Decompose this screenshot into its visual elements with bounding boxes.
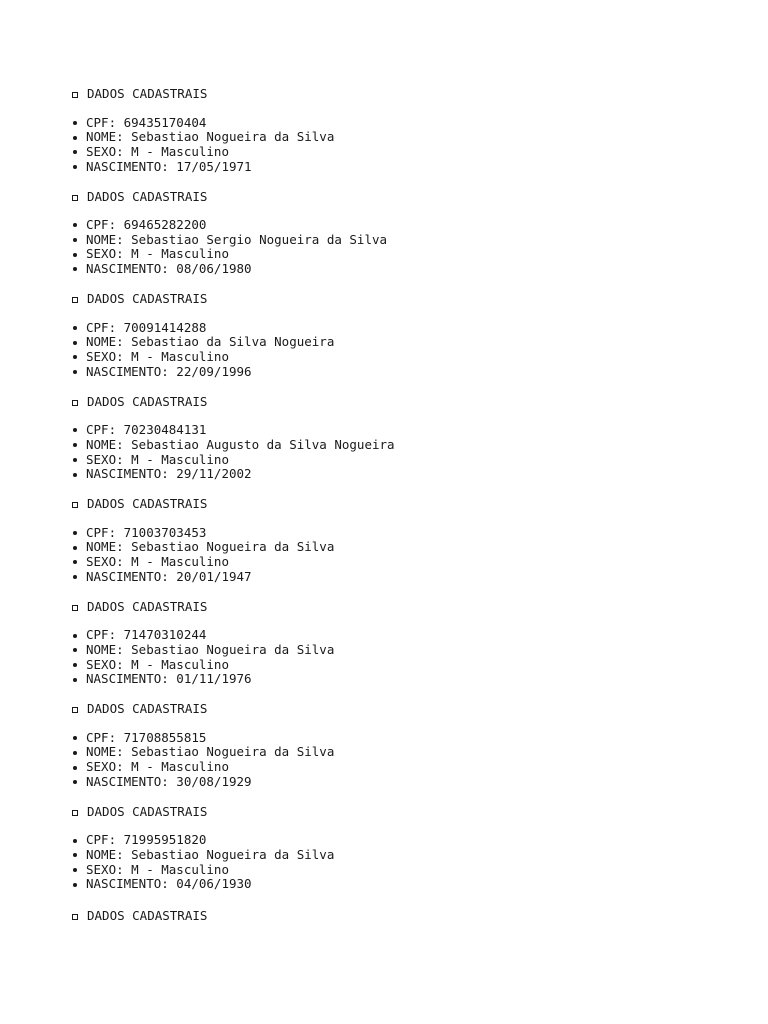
- square-bullet-icon: [72, 707, 78, 713]
- list-item: [70, 160, 395, 175]
- square-bullet-icon: [72, 297, 78, 303]
- bullet-icon: [73, 560, 77, 564]
- bullet-icon: [73, 575, 77, 579]
- nascimento-value: NASCIMENTO: 29/11/2002: [86, 466, 252, 482]
- cpf-value: CPF: 71708855815: [86, 729, 207, 745]
- field-list: [70, 628, 395, 687]
- cpf-value: CPF: 71003703453: [86, 524, 207, 540]
- list-item: [70, 247, 395, 262]
- nascimento-value: NASCIMENTO: 30/08/1929: [86, 773, 252, 789]
- sexo-value: SEXO: M - Masculino: [86, 759, 229, 775]
- bullet-icon: [73, 648, 77, 652]
- bullet-icon: [73, 663, 77, 667]
- list-item: [70, 218, 395, 233]
- square-bullet-icon: [72, 914, 78, 920]
- section-title: DADOS CADASTRAIS: [87, 496, 208, 512]
- bullet-icon: [73, 531, 77, 535]
- section-header: [70, 701, 395, 717]
- field-list: [70, 526, 395, 585]
- list-item: [70, 745, 395, 760]
- nome-value: NOME: Sebastiao Augusto da Silva Nogueira: [86, 436, 395, 452]
- list-item: [70, 467, 395, 482]
- bullet-icon: [73, 165, 77, 169]
- nome-value: NOME: Sebastiao Nogueira da Silva: [86, 641, 335, 657]
- bullet-icon: [73, 853, 77, 857]
- bullet-icon: [73, 678, 77, 682]
- field-list: [70, 116, 395, 175]
- section-title: DADOS CADASTRAIS: [87, 803, 208, 819]
- section-header: [70, 291, 395, 307]
- record-block: [70, 189, 395, 277]
- list-item: [70, 760, 395, 775]
- list-item: [70, 365, 395, 380]
- field-list: [70, 321, 395, 380]
- field-list: [70, 731, 395, 790]
- nascimento-value: NASCIMENTO: 22/09/1996: [86, 363, 252, 379]
- square-bullet-icon: [72, 195, 78, 201]
- section-title: DADOS CADASTRAIS: [87, 291, 208, 307]
- bullet-icon: [73, 150, 77, 154]
- section-header: [70, 804, 395, 820]
- sexo-value: SEXO: M - Masculino: [86, 348, 229, 364]
- section-title: DADOS CADASTRAIS: [87, 188, 208, 204]
- bullet-icon: [73, 428, 77, 432]
- bullet-icon: [73, 883, 77, 887]
- nascimento-value: NASCIMENTO: 17/05/1971: [86, 158, 252, 174]
- cpf-value: CPF: 69465282200: [86, 217, 207, 233]
- list-item: [70, 350, 395, 365]
- sexo-value: SEXO: M - Masculino: [86, 554, 229, 570]
- list-item: [70, 643, 395, 658]
- list-item: [70, 145, 395, 160]
- record-block: [70, 599, 395, 687]
- cpf-value: CPF: 71470310244: [86, 627, 207, 643]
- nome-value: NOME: Sebastiao Nogueira da Silva: [86, 129, 335, 145]
- record-block: [70, 701, 395, 789]
- nascimento-value: NASCIMENTO: 08/06/1980: [86, 261, 252, 277]
- bullet-icon: [73, 766, 77, 770]
- list-item: [70, 116, 395, 131]
- section-title: DADOS CADASTRAIS: [87, 701, 208, 717]
- list-item: [70, 658, 395, 673]
- list-item: [70, 672, 395, 687]
- list-item: [70, 335, 395, 350]
- bullet-icon: [73, 355, 77, 359]
- record-block: [70, 804, 395, 892]
- square-bullet-icon: [72, 92, 78, 98]
- list-item: [70, 233, 395, 248]
- section-header: [70, 599, 395, 615]
- square-bullet-icon: [72, 605, 78, 611]
- section-title: DADOS CADASTRAIS: [87, 908, 208, 923]
- list-item: [70, 877, 395, 892]
- bullet-icon: [73, 546, 77, 550]
- section-header: [70, 908, 207, 924]
- list-item: [70, 262, 395, 277]
- square-bullet-icon: [72, 502, 78, 508]
- cpf-value: CPF: 69435170404: [86, 114, 207, 130]
- bullet-icon: [73, 473, 77, 477]
- list-item: [70, 863, 395, 878]
- section-header: [70, 496, 395, 512]
- nascimento-value: NASCIMENTO: 01/11/1976: [86, 671, 252, 687]
- list-item: [70, 438, 395, 453]
- record-block: [70, 394, 395, 482]
- list-item: [70, 848, 395, 863]
- cpf-value: CPF: 70230484131: [86, 422, 207, 438]
- nascimento-value: NASCIMENTO: 20/01/1947: [86, 568, 252, 584]
- nome-value: NOME: Sebastiao da Silva Nogueira: [86, 334, 335, 350]
- list-item: [70, 321, 395, 336]
- sexo-value: SEXO: M - Masculino: [86, 451, 229, 467]
- bullet-icon: [73, 839, 77, 843]
- nascimento-value: NASCIMENTO: 04/06/1930: [86, 876, 252, 892]
- sexo-value: SEXO: M - Masculino: [86, 656, 229, 672]
- list-item: [70, 423, 395, 438]
- nome-value: NOME: Sebastiao Nogueira da Silva: [86, 539, 335, 555]
- list-item: [70, 775, 395, 790]
- list-item: [70, 540, 395, 555]
- nome-value: NOME: Sebastiao Nogueira da Silva: [86, 847, 335, 863]
- square-bullet-icon: [72, 400, 78, 406]
- list-item: [70, 130, 395, 145]
- trailing-record: [70, 908, 207, 938]
- bullet-icon: [73, 370, 77, 374]
- list-item: [70, 526, 395, 541]
- list-item: [70, 453, 395, 468]
- bullet-icon: [73, 136, 77, 140]
- field-list: [70, 423, 395, 482]
- bullet-icon: [73, 238, 77, 242]
- bullet-icon: [73, 253, 77, 257]
- bullet-icon: [73, 868, 77, 872]
- cpf-value: CPF: 71995951820: [86, 832, 207, 848]
- bullet-icon: [73, 341, 77, 345]
- bullet-icon: [73, 736, 77, 740]
- bullet-icon: [73, 223, 77, 227]
- field-list: [70, 833, 395, 892]
- section-header: [70, 394, 395, 410]
- records-list: [70, 86, 395, 906]
- bullet-icon: [73, 780, 77, 784]
- section-title: DADOS CADASTRAIS: [87, 86, 208, 101]
- section-title: DADOS CADASTRAIS: [87, 393, 208, 409]
- sexo-value: SEXO: M - Masculino: [86, 246, 229, 262]
- list-item: [70, 833, 395, 848]
- bullet-icon: [73, 443, 77, 447]
- section-header: [70, 86, 395, 102]
- record-block: [70, 86, 395, 174]
- sexo-value: SEXO: M - Masculino: [86, 861, 229, 877]
- nome-value: NOME: Sebastiao Nogueira da Silva: [86, 744, 335, 760]
- list-item: [70, 731, 395, 746]
- bullet-icon: [73, 634, 77, 638]
- bullet-icon: [73, 326, 77, 330]
- sexo-value: SEXO: M - Masculino: [86, 143, 229, 159]
- nome-value: NOME: Sebastiao Sergio Nogueira da Silva: [86, 231, 388, 247]
- section-header: [70, 189, 395, 205]
- section-title: DADOS CADASTRAIS: [87, 598, 208, 614]
- field-list: [70, 218, 395, 277]
- bullet-icon: [73, 267, 77, 271]
- list-item: [70, 628, 395, 643]
- list-item: [70, 555, 395, 570]
- record-block: [70, 496, 395, 584]
- bullet-icon: [73, 121, 77, 125]
- list-item: [70, 570, 395, 585]
- bullet-icon: [73, 458, 77, 462]
- square-bullet-icon: [72, 810, 78, 816]
- cpf-value: CPF: 70091414288: [86, 319, 207, 335]
- record-block: [70, 291, 395, 379]
- bullet-icon: [73, 751, 77, 755]
